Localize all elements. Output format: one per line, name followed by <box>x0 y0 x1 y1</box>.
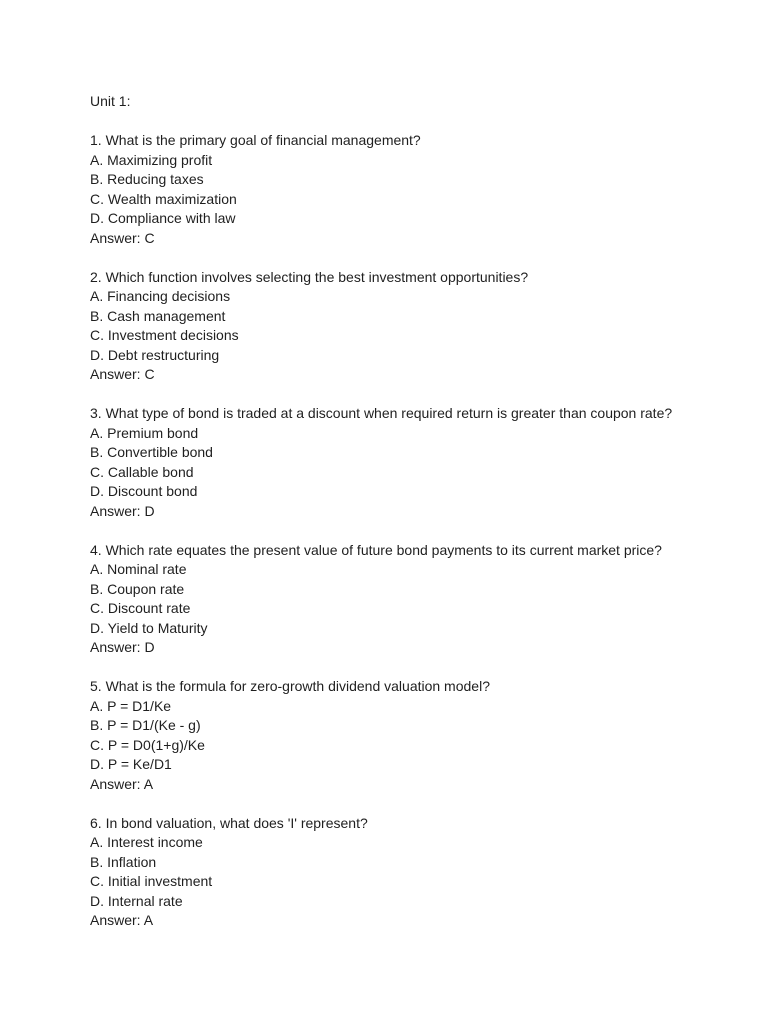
option-d: D. Internal rate <box>90 892 183 909</box>
answer-text: Answer: C <box>90 366 155 382</box>
option-c: C. P = D0(1+g)/Ke <box>90 736 205 753</box>
option-b: B. Reducing taxes <box>90 171 204 187</box>
option-a: A. Interest income <box>90 834 203 850</box>
question-block-3 <box>90 404 750 521</box>
option-a: A. Nominal rate <box>90 561 187 577</box>
option-b: B. Convertible bond <box>90 444 213 460</box>
option-d: D. Debt restructuring <box>90 346 220 363</box>
answer-text: Answer: C <box>90 229 155 246</box>
question-text: 1. What is the primary goal of financial management? <box>90 132 421 148</box>
question-text: 6. In bond valuation, what does 'I' represent? <box>90 814 368 831</box>
document-page <box>90 92 750 950</box>
question-block-1 <box>90 131 750 248</box>
option-c: C. Initial investment <box>90 873 213 889</box>
answer-text: Answer: A <box>90 775 154 792</box>
option-d: D. Discount bond <box>90 483 198 499</box>
option-c: C. Discount rate <box>90 600 191 616</box>
option-d: D. Compliance with law <box>90 210 236 226</box>
option-c: C. Investment decisions <box>90 327 239 343</box>
option-a: A. Financing decisions <box>90 288 231 304</box>
question-block-4 <box>90 541 750 658</box>
question-block-6 <box>90 814 750 931</box>
option-b: B. P = D1/(Ke - g) <box>90 717 201 733</box>
option-d: D. Yield to Maturity <box>90 619 208 636</box>
option-b: B. Cash management <box>90 307 226 324</box>
question-text: 5. What is the formula for zero-growth dividend valuation model? <box>90 678 490 694</box>
option-b: B. Inflation <box>90 853 157 870</box>
question-text: 3. What type of bond is traded at a discount when required return is greater than coupon rate? <box>90 405 673 421</box>
option-d: D. P = Ke/D1 <box>90 756 172 772</box>
question-block-5 <box>90 677 750 794</box>
question-block-2 <box>90 268 750 385</box>
option-a: A. Maximizing profit <box>90 151 213 168</box>
option-c: C. Wealth maximization <box>90 190 237 207</box>
unit-title: Unit 1: <box>90 93 131 109</box>
question-text: 4. Which rate equates the present value of future bond payments to its current market price? <box>90 541 662 558</box>
answer-text: Answer: A <box>90 912 154 928</box>
option-a: A. Premium bond <box>90 424 199 441</box>
option-b: B. Coupon rate <box>90 580 185 597</box>
question-text: 2. Which function involves selecting the best investment opportunities? <box>90 268 529 285</box>
answer-text: Answer: D <box>90 502 155 519</box>
option-a: A. P = D1/Ke <box>90 697 172 714</box>
option-c: C. Callable bond <box>90 463 194 480</box>
answer-text: Answer: D <box>90 639 155 655</box>
